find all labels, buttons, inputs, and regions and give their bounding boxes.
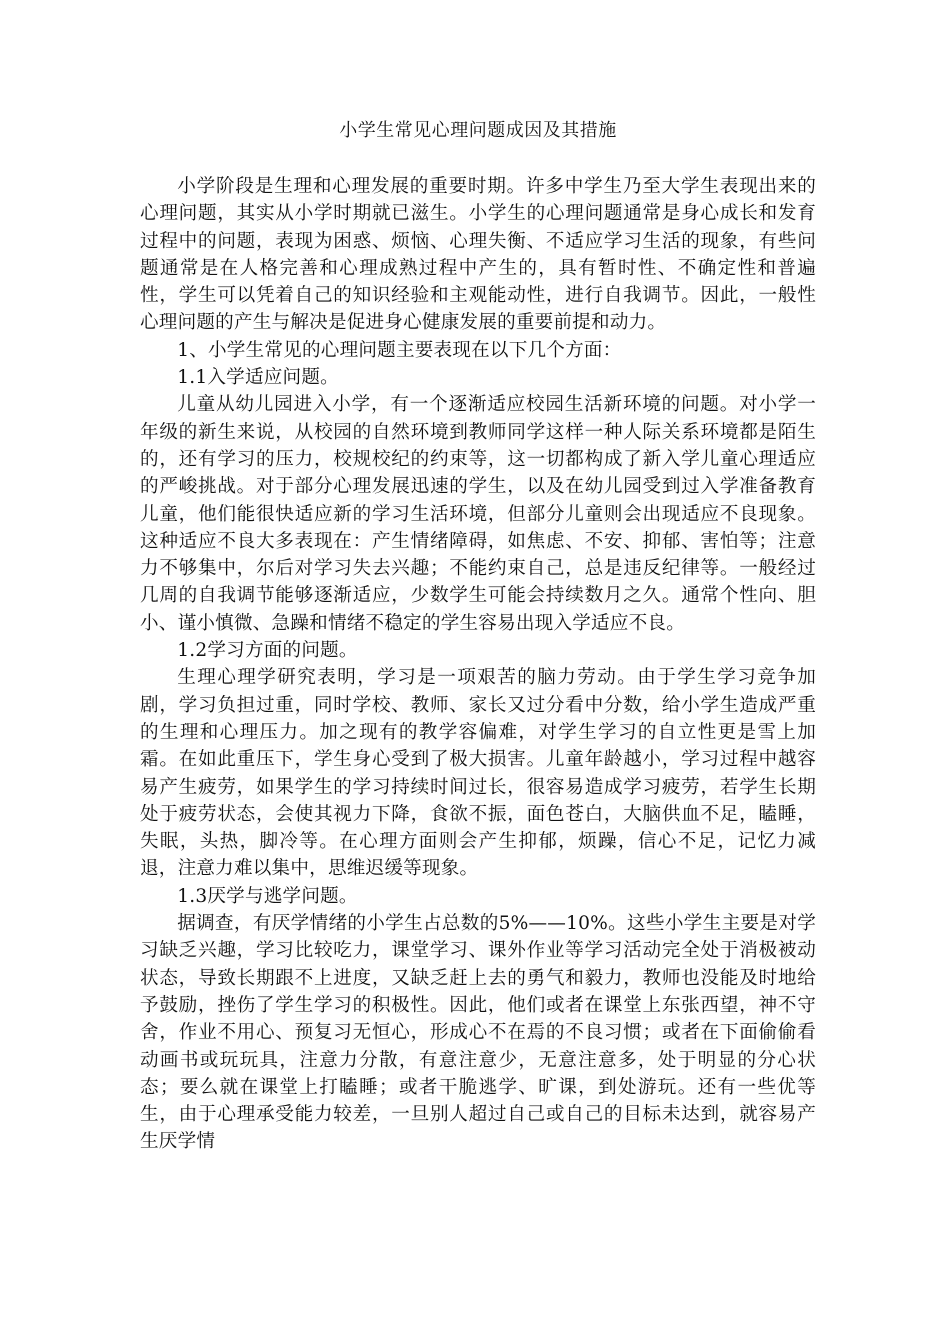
subsection-1-1-heading: 1.1入学适应问题。 xyxy=(177,367,339,389)
subsection-1-3-heading: 1.3厌学与逃学问题。 xyxy=(177,885,358,907)
document-title: 小学生常见心理问题成因及其措施 xyxy=(339,120,617,141)
section-1-heading: 1、小学生常见的心理问题主要表现在以下几个方面： xyxy=(177,339,622,361)
intro-paragraph: 小学阶段是生理和心理发展的重要时期。许多中学生乃至大学生表现出来的心理问题，其实从小学时期就已滋生。小学生的心理问题通常是身心成长和发育过程中的问题，表现为困惑、烦恼、心理失衡、不适应学习生活的现象，有些问题通常是在人格完善和心理成熟过程中产生的，具有暂时性、不确定性和普遍性，学生可以凭着自己的知识经验和主观能动性，进行自我调节。因此，一般性心理问题的产生与解决是促进身心健康发展的重要前提和动力。 xyxy=(140,176,816,334)
subsection-1-2-body: 生理心理学研究表明，学习是一项艰苦的脑力劳动。由于学生学习竞争加剧，学习负担过重，同时学校、教师、家长又过分看中分数，给小学生造成严重的生理和心理压力。加之现有的教学容偏难，对学生学习的自立性更是雪上加霜。在如此重压下，学生身心受到了极大损害。儿童年龄越小，学习过程中越容易产生疲劳，如果学生的学习持续时间过长，很容易造成学习疲劳，若学生长期处于疲劳状态，会使其视力下降，食欲不振，面色苍白，大脑供血不足，瞌睡，失眠，头热，脚冷等。在心理方面则会产生抑郁，烦躁，信心不足，记忆力减退，注意力难以集中，思维迟缓等现象。 xyxy=(140,667,816,880)
subsection-1-1-body: 儿童从幼儿园进入小学，有一个逐渐适应校园生活新环境的问题。对小学一年级的新生来说，从校园的自然环境到教师同学这样一种人际关系环境都是陌生的，还有学习的压力，校规校纪的约束等，这一切都构成了新入学儿童心理适应的严峻挑战。对于部分心理发展迅速的学生，以及在幼儿园受到过入学准备教育儿童，他们能很快适应新的学习生活环境，但部分儿童则会出现适应不良现象。这种适应不良大多表现在：产生情绪障碍，如焦虑、不安、抑郁、害怕等；注意力不够集中，尔后对学习失去兴趣；不能约束自己，总是违反纪律等。一般经过几周的自我调节能够逐渐适应，少数学生可能会持续数月之久。通常个性向、胆小、谨小慎微、急躁和情绪不稳定的学生容易出现入学适应不良。 xyxy=(140,394,816,634)
subsection-1-2-heading: 1.2学习方面的问题。 xyxy=(177,640,358,662)
subsection-1-3-body: 据调查，有厌学情绪的小学生占总数的5%——10%。这些小学生主要是对学习缺乏兴趣，学习比较吃力，课堂学习、课外作业等学习活动完全处于消极被动状态，导致长期跟不上进度，又缺乏赶上去的勇气和毅力，教师也没能及时地给予鼓励，挫伤了学生学习的积极性。因此，他们或者在课堂上东张西望，神不守舍，作业不用心、预复习无恒心，形成心不在焉的不良习惯；或者在下面偷偷看动画书或玩玩具，注意力分散，有意注意少，无意注意多，处于明显的分心状态；要么就在课堂上打瞌睡；或者干脆逃学、旷课，到处游玩。还有一些优等生，由于心理承受能力较差，一旦别人超过自己或自己的目标未达到，就容易产生厌学情 xyxy=(140,913,816,1153)
document-page xyxy=(140,118,816,1156)
